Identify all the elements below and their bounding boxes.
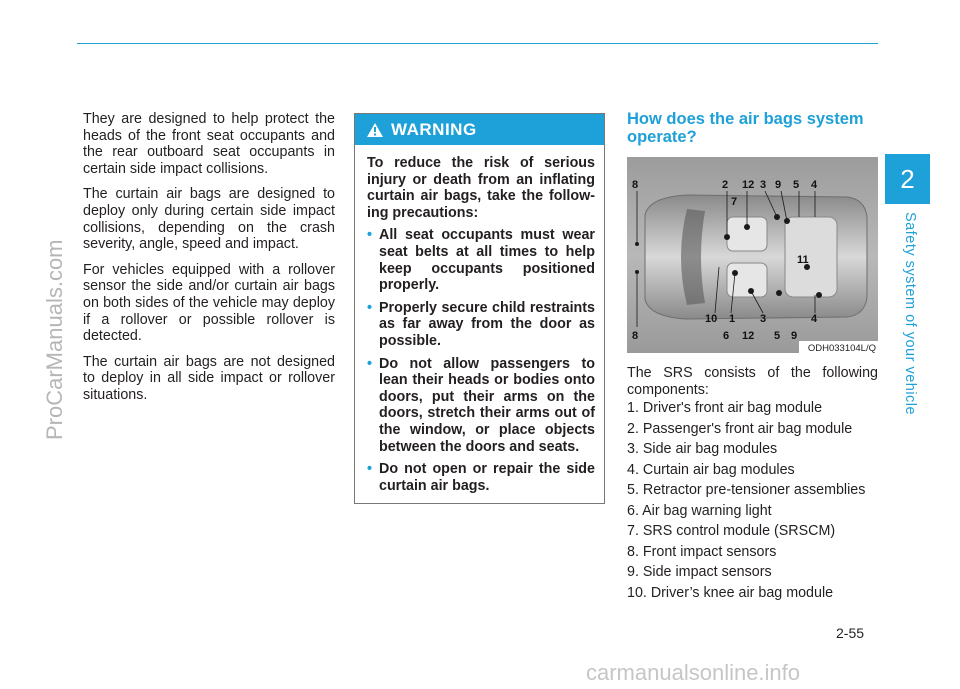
components-list [627,398,882,603]
figure-label: 7 [731,196,738,208]
warning-item [367,356,595,456]
car-diagram [627,157,878,353]
figure-label: 2 [722,179,729,191]
list-item: 4. Curtain air bag modules [627,461,795,478]
list-item: 6. Air bag warning light [627,502,772,519]
paragraph: The curtain air bags are not designed to deploy in all side impact or rollover situations. [83,353,335,403]
figure-label: 12 [742,330,755,342]
bullet-icon: • [367,461,373,478]
warning-intro: To reduce the risk of serious injury or death from an inflating curtain air bags, take the follow-ing precautions: [367,155,595,221]
airbag-operation-header [627,111,878,146]
warning-item [367,227,595,293]
figure-label: 9 [775,179,782,191]
components-intro: The SRS consists of the following components: [627,365,878,398]
sensor-dot [776,290,782,296]
warning-item-text: Do not open or repair the side curtain air bags. [379,461,595,494]
warning-header [355,114,604,145]
bullet-icon: • [367,299,373,316]
figure-code: ODH033104L/Q [807,343,876,353]
list-item: 9. Side impact sensors [627,564,772,580]
warning-item-text: Do not allow passengers to lean their heads or bodies onto doors, put their arms on the doors, stretch their arms out of the window, or place objects between the doors and seats. [379,355,595,455]
figure-label: 10 [705,313,718,325]
curtain-airbag-text [83,111,335,413]
figure-label: 3 [760,179,767,191]
figure-label: 4 [811,179,818,191]
bullet-icon: • [367,227,373,244]
figure-label: 9 [791,330,798,342]
paragraph: The curtain air bags are designed to deploy only during certain side impact collisions, depending on the crash severity, angle, speed and impact. [83,186,335,253]
figure-label: 8 [632,330,639,342]
list-item: 10. Driver’s knee air bag module [627,584,834,601]
list-item: 7. SRS control module (SRSCM) [627,523,836,539]
section-heading: How does the air bags system operate? [627,110,864,146]
figure-label: 11 [797,254,809,266]
list-item: 2. Passenger's front air bag module [627,420,853,437]
list-item: 1. Driver's front air bag module [627,400,823,416]
warning-triangle-icon [367,123,383,137]
sensor-dot [816,292,822,298]
warning-list [367,227,595,494]
warning-item [367,461,595,494]
list-item: 3. Side air bag modules [627,441,778,457]
paragraph: For vehicles equipped with a rollover sensor the side and/or curtain air bags on both sides of the vehicle may deploy if a rollover or possible rollover is detected. [83,261,335,345]
figure-label: 3 [760,313,767,325]
warning-title: WARNING [391,119,477,139]
figure-label: 1 [729,313,736,325]
warning-item [367,300,595,350]
list-item: 8. Front impact sensors [627,543,777,560]
warning-body [355,145,604,494]
top-rule [77,43,878,44]
paragraph: They are designed to help protect the heads of the front seat occupants and the rear outboard seat occupants in certain side impact collisions. [83,111,335,177]
chapter-title: Safety system of your vehicle [902,212,918,416]
figure-label: 12 [742,179,755,191]
page-number: 2-55 [836,625,865,641]
rear-seat [785,217,837,297]
chapter-number: 2 [900,164,915,194]
warning-item-text: Properly secure child restraints as far away from the door as possible. [379,299,595,349]
figure-label: 5 [793,179,800,191]
warning-box [354,113,605,504]
figure-label: 8 [632,179,639,191]
chapter-tab [885,154,930,204]
watermark-bottom[interactable]: carmanualsonline.info [586,660,801,685]
figure-label: 5 [774,330,781,342]
watermark-left[interactable]: ProCarManuals.com [42,239,67,440]
warning-item-text: All seat occupants must wear seat belts at all times to help keep occupants positioned properly. [379,227,595,294]
figure-label: 4 [811,313,818,325]
figure-label: 6 [723,330,730,342]
list-item: 5. Retractor pre-tensioner assemblies [627,482,866,498]
bullet-icon: • [367,355,373,372]
airbag-layout-figure [627,157,878,353]
